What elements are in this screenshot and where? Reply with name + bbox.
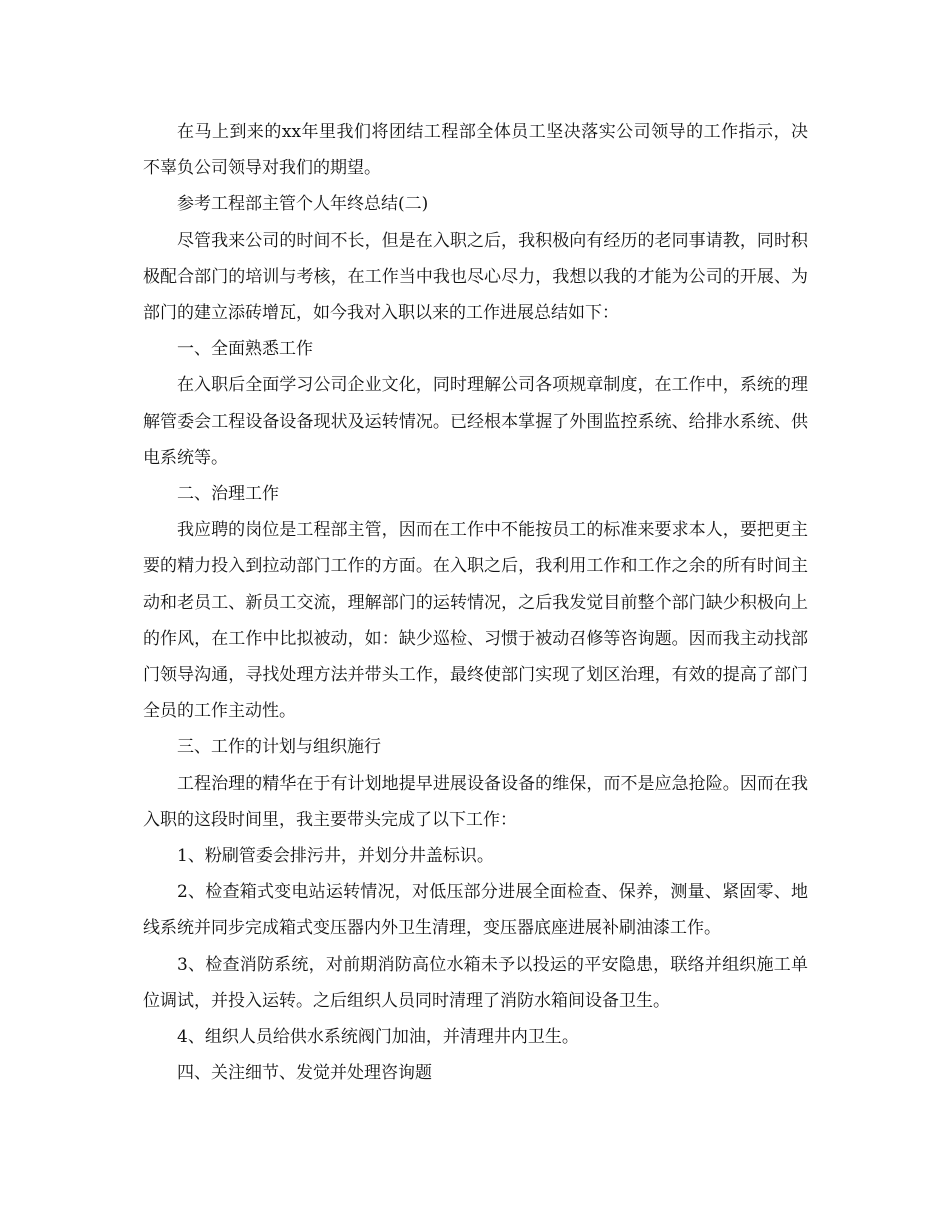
document-body (143, 114, 808, 1091)
list-item-2: 2、检查箱式变电站运转情况，对低压部分进展全面检查、保养，测量、紧固零、地线系统并同步完成箱式变压器内外卫生清理，变压器底座进展补刷油漆工作。 (143, 882, 808, 939)
paragraph-2: 我应聘的岗位是工程部主管，因而在工作中不能按员工的标准来要求本人，要把更主要的精力投入到拉动部门工作的方面。在入职之后，我利用工作和工作之余的所有时间主动和老员工、新员工交流，理解部门的运转情况，之后我发觉目前整个部门缺少积极向上的作风，在工作中比拟被动，如：缺少巡检、习惯于被动召修等咨询题。因而我主动找部门领导沟通，寻找处理方法并带头工作，最终使部门实现了划区治理，有效的提高了部门全员的工作主动性。 (143, 520, 808, 722)
paragraph-3: 工程治理的精华在于有计划地提早进展设备设备的维保，而不是应急抢险。因而在我入职的这段时间里，我主要带头完成了以下工作： (143, 773, 808, 830)
paragraph-opening: 尽管我来公司的时间不长，但是在入职之后，我积极向有经历的老同事请教，同时积极配合部门的培训与考核，在工作当中我也尽心尽力，我想以我的才能为公司的开展、为部门的建立添砖增瓦，如今我对入职以来的工作进展总结如下： (143, 230, 808, 324)
paragraph-1: 在入职后全面学习公司企业文化，同时理解公司各项规章制度，在工作中，系统的理解管委会工程设备设备现状及运转情况。已经根本掌握了外围监控系统、给排水系统、供电系统等。 (143, 375, 808, 468)
heading-4: 四、关注细节、发觉并处理咨询题 (177, 1063, 432, 1084)
list-item-3: 3、检查消防系统，对前期消防高位水箱未予以投运的平安隐患，联络并组织施工单位调试，并投入运转。之后组织人员同时清理了消防水箱间设备卫生。 (143, 954, 808, 1011)
heading-3: 三、工作的计划与组织施行 (177, 737, 381, 758)
heading-1: 一、全面熟悉工作 (177, 339, 313, 360)
paragraph-intro-closing: 在马上到来的xx年里我们将团结工程部全体员工坚决落实公司领导的工作指示，决不辜负公司领导对我们的期望。 (143, 122, 808, 179)
section-title: 参考工程部主管个人年终总结(二) (177, 194, 429, 215)
heading-2: 二、治理工作 (177, 484, 279, 505)
list-item-4: 4、组织人员给供水系统阀门加油，并清理井内卫生。 (177, 1027, 579, 1048)
list-item-1: 1、粉刷管委会排污井，并划分井盖标识。 (177, 846, 494, 867)
